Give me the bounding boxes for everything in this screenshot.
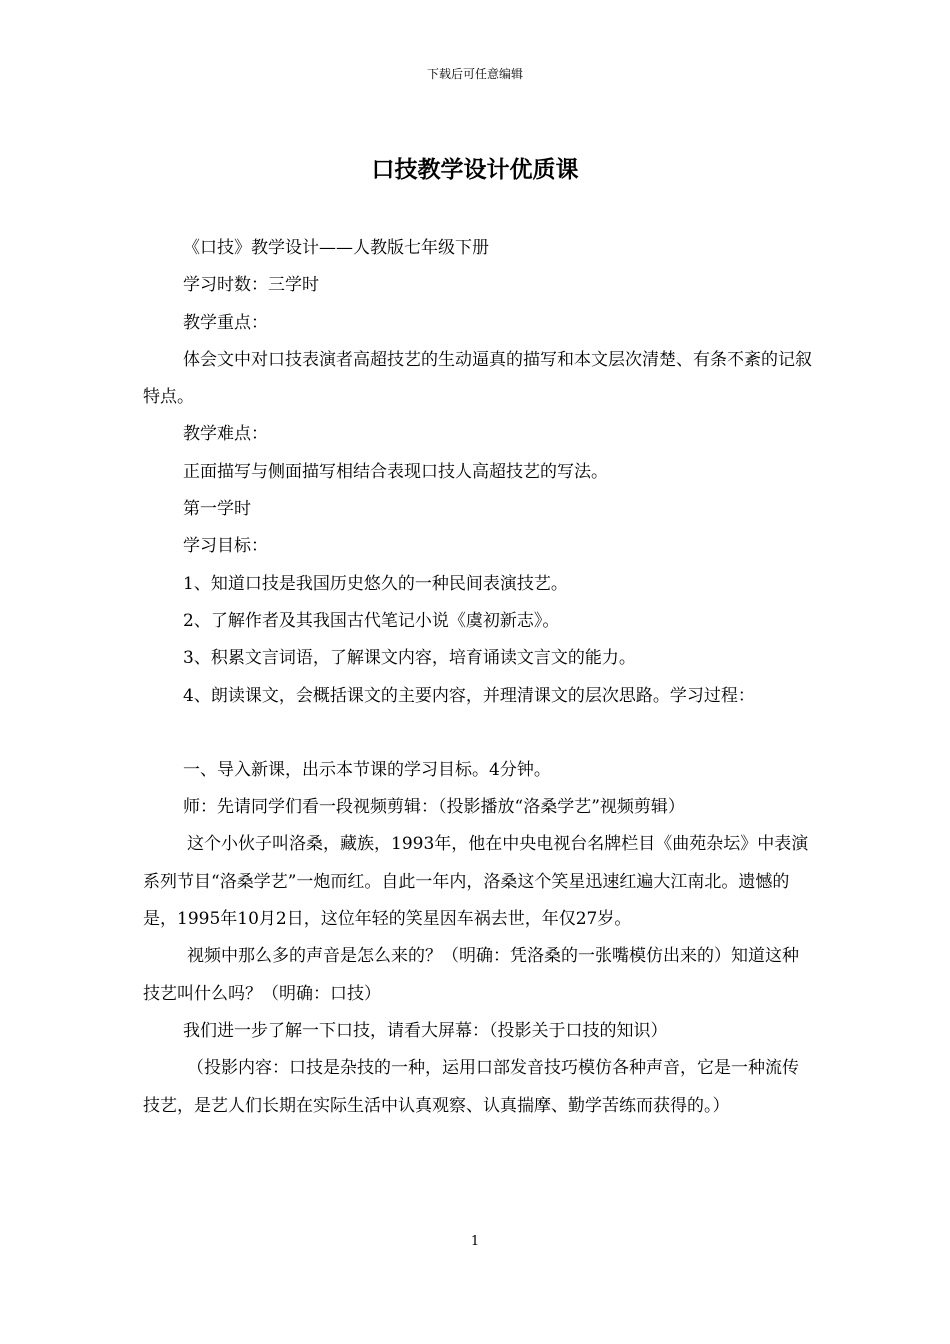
body-paragraph: 我们进一步了解一下口技，请看大屏幕：（投影关于口技的知识） (183, 1020, 668, 1041)
first-lesson-heading: 第一学时 (183, 499, 251, 520)
page-header: 下载后可任意编辑 (426, 67, 523, 81)
key-points-heading: 教学重点： (183, 312, 268, 333)
body-paragraph: 师：先请同学们看一段视频剪辑：（投影播放“洛桑学艺”视频剪辑） (183, 797, 685, 818)
objective-item: 3、积累文言词语，了解课文内容，培育诵读文言文的能力。 (183, 648, 636, 669)
body-paragraph: （投影内容：口技是杂技的一种，运用口部发音技巧模仿各种声音，它是一种流传技艺，是艺人们长期在实际生活中认真观察、认真揣摩、勤学苦练而获得的。） (143, 1058, 799, 1116)
document-title: 口技教学设计优质课 (371, 156, 579, 183)
body-paragraph: 这个小伙子叫洛桑，藏族，1993年，他在中央电视台名牌栏目《曲苑杂坛》中表演系列节目“洛桑学艺”一炮而红。自此一年内，洛桑这个笑星迅速红遍大江南北。遗憾的是，1995年10月2日，这位年轻的笑星因车祸去世，年仅27岁。 (143, 834, 809, 930)
study-hours-paragraph: 学习时数：三学时 (183, 275, 319, 296)
difficulties-paragraph: 正面描写与侧面描写相结合表现口技人高超技艺的写法。 (183, 461, 608, 482)
page-number: 1 (470, 1234, 480, 1249)
body-paragraph: 视频中那么多的声音是怎么来的？（明确：凭洛桑的一张嘴模仿出来的）知道这种技艺叫什么吗？（明确：口技） (143, 946, 799, 1004)
objectives-heading: 学习目标： (183, 536, 268, 557)
objective-item: 2、了解作者及其我国古代笔记小说《虞初新志》。 (183, 610, 560, 631)
subtitle-paragraph: 《口技》教学设计——人教版七年级下册 (183, 238, 489, 258)
objective-item: 1、知道口技是我国历史悠久的一种民间表演技艺。 (183, 573, 568, 594)
difficulties-heading: 教学难点： (183, 424, 268, 445)
document-body (143, 230, 815, 1125)
key-points-paragraph: 体会文中对口技表演者高超技艺的生动逼真的描写和本文层次清楚、有条不紊的记叙特点。 (143, 349, 812, 408)
objective-item: 4、朗读课文，会概括课文的主要内容，并理清课文的层次思路。学习过程： (183, 685, 755, 706)
section-heading: 一、导入新课，出示本节课的学习目标。4分钟。 (183, 759, 551, 780)
